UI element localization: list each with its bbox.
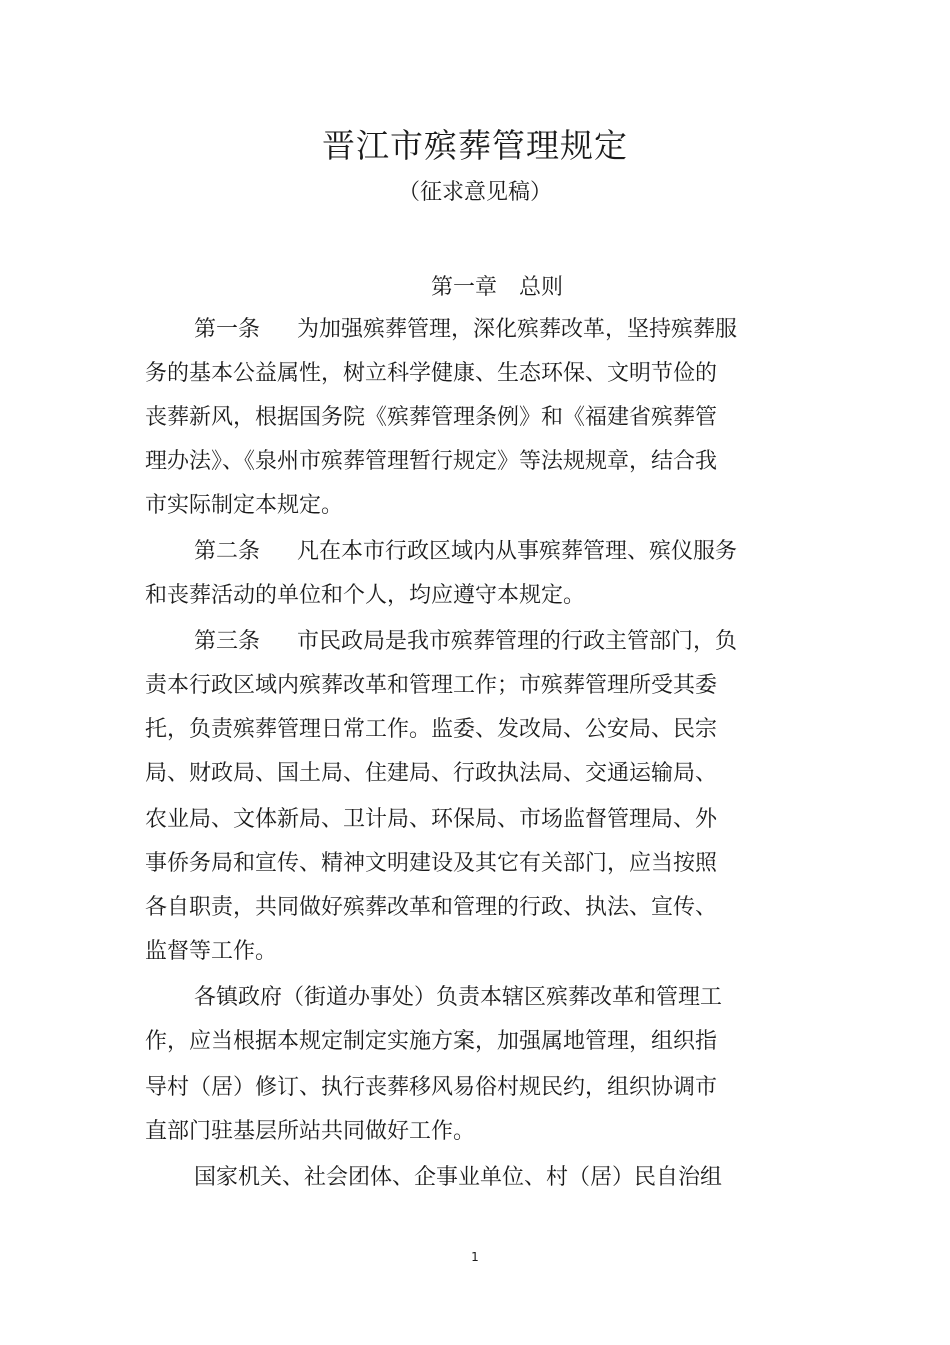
- line-text: 导村（居）修订、执行丧葬移风易俗村规民约，组织协调市: [145, 1075, 718, 1100]
- paragraph-line: [194, 1163, 814, 1193]
- article-number: 第三条: [194, 629, 261, 654]
- line-text: 务的基本公益属性，树立科学健康、生态环保、文明节俭的: [145, 361, 718, 386]
- line-text: 各镇政府（街道办事处）负责本辖区殡葬改革和管理工: [194, 985, 723, 1010]
- paragraph-line: [145, 581, 765, 611]
- paragraph-line: [145, 491, 765, 521]
- paragraph-line: [145, 403, 765, 433]
- document-title: 晋江市殡葬管理规定: [322, 126, 628, 165]
- paragraph-line: [194, 983, 814, 1013]
- paragraph-line: [145, 1073, 765, 1103]
- page-number: 1: [471, 1250, 479, 1264]
- article-first-line: [194, 315, 814, 345]
- line-text: 丧葬新风，根据国务院《殡葬管理条例》和《福建省殡葬管: [145, 405, 718, 430]
- paragraph-line: [145, 715, 765, 745]
- paragraph-line: [145, 805, 765, 835]
- paragraph-line: [145, 759, 765, 789]
- article-number: 第一条: [194, 317, 261, 342]
- paragraph-line: [145, 1027, 765, 1057]
- article-first-line: [194, 627, 814, 657]
- line-text: 和丧葬活动的单位和个人，均应遵守本规定。: [145, 583, 586, 608]
- line-text: 事侨务局和宣传、精神文明建设及其它有关部门，应当按照: [145, 851, 718, 876]
- article-first-line: [194, 537, 814, 567]
- paragraph-line: [145, 893, 765, 923]
- line-text: 局、财政局、国土局、住建局、行政执法局、交通运输局、: [145, 761, 718, 786]
- line-text: 农业局、文体新局、卫计局、环保局、市场监督管理局、外: [145, 807, 718, 832]
- document-subtitle: （征求意见稿）: [397, 180, 552, 205]
- line-text: 责本行政区域内殡葬改革和管理工作；市殡葬管理所受其委: [145, 673, 718, 698]
- article-number: 第二条: [194, 539, 261, 564]
- line-text: 监督等工作。: [145, 939, 278, 964]
- paragraph-line: [145, 359, 765, 389]
- chapter-heading: 第一章 总则: [430, 275, 563, 300]
- line-text: 市实际制定本规定。: [145, 493, 344, 518]
- paragraph-line: [145, 1117, 765, 1147]
- paragraph-line: [145, 447, 765, 477]
- line-text: 凡在本市行政区域内从事殡葬管理、殡仪服务: [297, 539, 738, 564]
- line-text: 为加强殡葬管理，深化殡葬改革，坚持殡葬服: [297, 317, 738, 342]
- line-text: 各自职责，共同做好殡葬改革和管理的行政、执法、宣传、: [145, 895, 718, 920]
- line-text: 直部门驻基层所站共同做好工作。: [145, 1119, 476, 1144]
- line-text: 国家机关、社会团体、企事业单位、村（居）民自治组: [194, 1165, 723, 1190]
- line-text: 作，应当根据本规定制定实施方案，加强属地管理，组织指: [145, 1029, 718, 1054]
- line-text: 理办法》、《泉州市殡葬管理暂行规定》等法规规章，结合我: [145, 449, 718, 474]
- paragraph-line: [145, 937, 765, 967]
- line-text: 市民政局是我市殡葬管理的行政主管部门，负: [297, 629, 738, 654]
- paragraph-line: [145, 671, 765, 701]
- line-text: 托，负责殡葬管理日常工作。监委、发改局、公安局、民宗: [145, 717, 718, 742]
- paragraph-line: [145, 849, 765, 879]
